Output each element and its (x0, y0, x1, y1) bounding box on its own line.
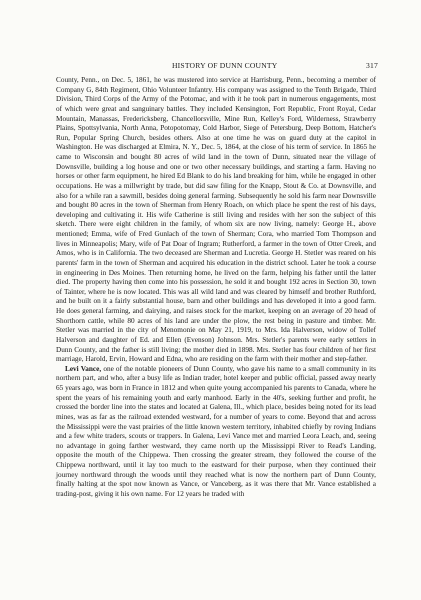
running-header (0, 61, 421, 73)
paragraph-stetler-continued: County, Penn., on Dec. 5, 1861, he was mustered into service at Harrisburg, Penn., becoming a member of Company G, 84th Regiment, Ohio Volunteer Infantry. His company was assigned to the Tenth Brigade, Third Division, Third Corps of the Army of the Potomac, and with it he took part in numerous engagements, most of which were great and sanguinary battles. They included Kensington, Fort Republic, Front Royal, Cedar Mountain, Manassas, Fredericksberg, Chancellorsville, Mine Run, Kelley's Ford, Wilderness, Strawberry Plains, Spottsylvania, North Anna, Potopotomay, Cold Harbor, Siege of Petersburg, Deep Bottom, Hatcher's Run, Popular Spring Church, besides others. Also at one time he was on guard duty at the capitol in Washington. He was discharged at Elmira, N. Y., Dec. 5, 1864, at the close of his term of service. In 1865 he came to Wisconsin and bought 80 acres of wild land in the town of Dunn, situated near the village of Downsville, building a log house and one or two other necessary buildings, and starting a farm. Having no horses or other farm equipment, he hired Ed Blank to do his land breaking for him, while he engaged in other occupations. He was a millwright by trade, but did saw filing for the Knapp, Stout & Co. at Downsville, and also for a while ran a sawmill, besides doing general farming. Subsequently he sold his farm near Downsville and bought 80 acres in the town of Sherman from Henry Roach, on which place he spent the rest of his days, developing and cultivating it. His wife Catherine is still living and resides with her son the subject of this sketch. There were eight children in the family, of whom six are now living, namely: George H., above mentioned; Emma, wife of Fred Gunlach of the town of Sherman; Cora, who married Tom Thompson and lives in Minneapolis; Mary, wife of Pat Doar of Ingram; Rutherford, a farmer in the town of Otter Creek, and Amos, who is in California. The two deceased are Sherman and Lucretia. George H. Stetler was reared on his parents' farm in the town of Sherman and acquired his education in the district school. Later he took a course in engineering in Des Moines. Then returning home, he lived on the farm, helping his father until the latter died. The property having then come into his possession, he sold it and bought 192 acres in Section 30, town of Tainter, where he is now located. This was all wild land and was cleared by himself and brother Ruthford, and he built on it a fairly substantial house, barn and other buildings and has developed it into a good farm. He does general farming, and dairying, and raises stock for the market, keeping on an average of 20 head of Shorthorn cattle, while 80 acres of his land are under the plow, the rest being in pasture and timber. Mr. Stetler was married in the city of Menomonie on May 21, 1919, to Mrs. Ida Halverson, widow of Tollef Halverson and daughter of Ed. and Ellen (Evenson) Johnson. Mrs. Stetler's parents were early settlers in Dunn County, and the father is still living; the mother died in 1898. Mrs. Stetler has four children of her first marriage, Harold, Ervin, Howard and Edna, who are residing on the farm with their mother and step-father. (56, 76, 376, 364)
page-number: 317 (366, 61, 378, 70)
paragraph-levi-vance (56, 365, 376, 500)
page-title: HISTORY OF DUNN COUNTY (172, 61, 278, 70)
body-text (56, 76, 376, 500)
biography-text: one of the notable pioneers of Dunn County, who gave his name to a small community in its northern part, and who, after a busy life as Indian trader, hotel keeper and public official, passed away nearly 65 years ago, was born in France in 1812 and when quite young accompanied his parents to Canada, where he spent the years of his remaining youth and early manhood. Early in the 40's, seeking further and profit, he crossed the border line into the states and located at Galena, Ill., which place, besides being noted for its lead mines, was as far as the railroad extended westward, for a number of years to come. Beyond that and across the Mississippi were the vast prairies of the little known western territory, inhabited chiefly by roving Indians and a few white traders, scouts or trappers. In Galena, Levi Vance met and married Leora Leach, and, seeing no advantage in going farther westward, they came north up the Mississippi River to Read's Landing, opposite the mouth of the Chippewa. Then crossing the greater stream, they followed the course of the Chippewa northward, until it lay too much to the eastward for their purpose, when they continued their journey northward through the woods until they reached what is now the northern part of Dunn County, finally halting at the spot now known as Vance, or Vanceberg, as it was there that Mr. Vance established a trading-post, giving it his own name. For 12 years he traded with (56, 364, 376, 498)
biography-name: Levi Vance, (65, 364, 102, 373)
